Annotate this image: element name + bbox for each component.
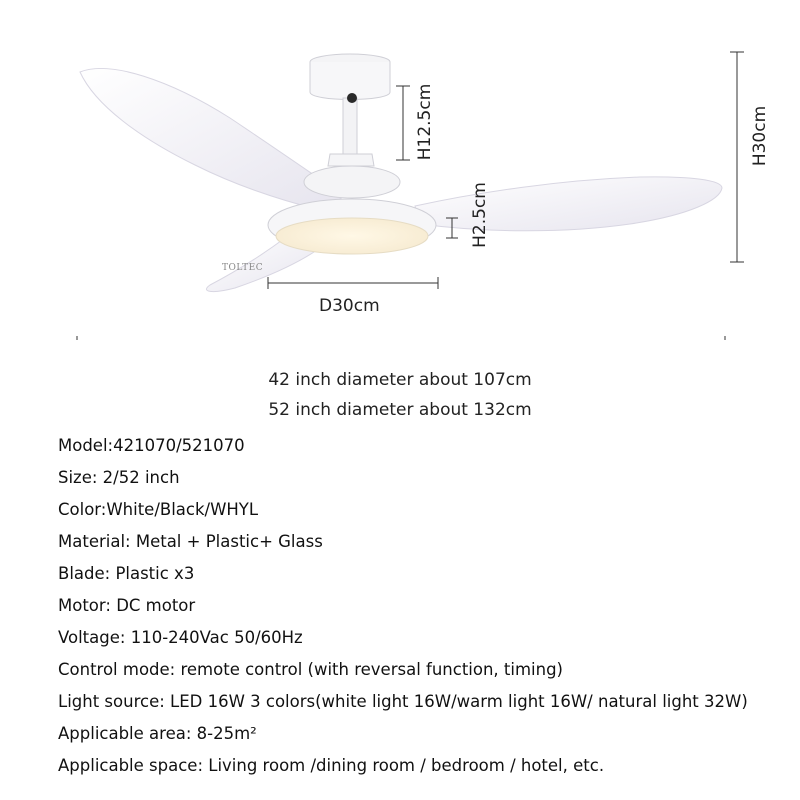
light-panel (276, 218, 428, 254)
fan-illustration (0, 0, 800, 340)
spec-model: Model:421070/521070 (58, 436, 245, 455)
spec-motor: Motor: DC motor (58, 596, 196, 615)
light-height-label: H2.5cm (470, 182, 490, 248)
diameter-42-text: 42 inch diameter about 107cm (268, 370, 532, 390)
motor-housing (328, 154, 374, 166)
spec-color: Color:White/Black/WHYL (58, 500, 259, 519)
fan-blade-left (80, 69, 345, 210)
downrod-pin (347, 93, 357, 103)
light-diameter-label: D30cm (319, 296, 380, 316)
spec-voltage: Voltage: 110-240Vac 50/60Hz (58, 628, 303, 647)
total-height-label: H30cm (750, 105, 770, 167)
spec-material: Material: Metal + Plastic+ Glass (58, 532, 323, 551)
spec-list (58, 430, 788, 782)
spec-blade: Blade: Plastic x3 (58, 564, 195, 583)
fan-blade-right (415, 177, 722, 231)
mount-height-label: H12.5cm (415, 83, 435, 161)
spec-area: Applicable area: 8-25m² (58, 724, 257, 743)
ceiling-fan-diagram (0, 0, 800, 340)
spec-size: Size: 2/52 inch (58, 468, 180, 487)
spec-space: Applicable space: Living room /dining room / bedroom / hotel, etc. (58, 756, 605, 775)
brand-watermark: TOLTEC (222, 263, 264, 273)
motor-body (304, 166, 400, 198)
spec-control-mode: Control mode: remote control (with reversal function, timing) (58, 660, 563, 679)
diameter-52-text: 52 inch diameter about 132cm (268, 400, 532, 420)
spec-light-source: Light source: LED 16W 3 colors(white light 16W/warm light 16W/ natural light 32W) (58, 692, 748, 711)
downrod (343, 98, 357, 154)
